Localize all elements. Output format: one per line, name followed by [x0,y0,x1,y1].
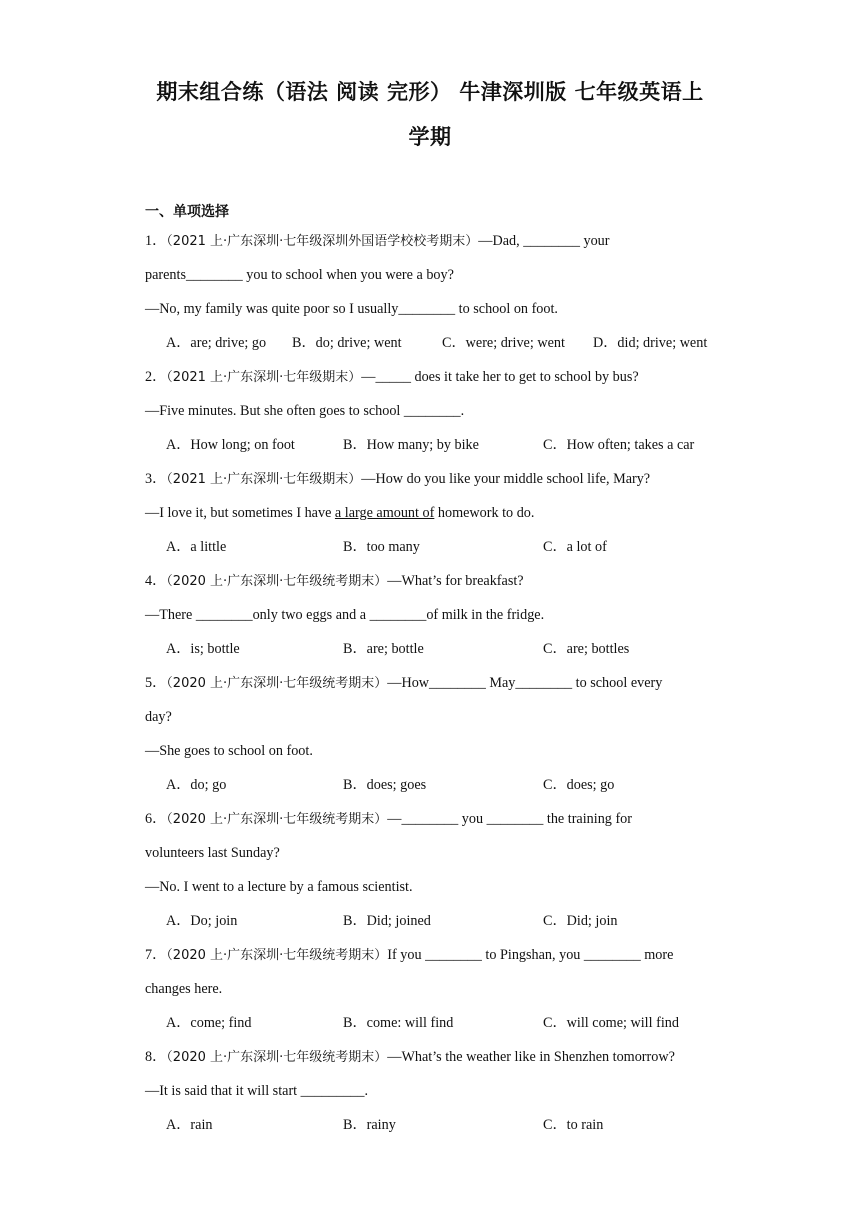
option-c[interactable]: C．a lot of [543,539,607,555]
question-3 [145,467,725,569]
option-b[interactable]: B．How many; by bike [343,437,479,453]
question-number: 7． [145,947,167,963]
option-c[interactable]: C．were; drive; went [442,335,565,351]
options-row [145,433,725,467]
option-c[interactable]: C．will come; will find [543,1015,679,1031]
option-a[interactable]: A．are; drive; go [166,335,267,351]
options-row [145,909,725,943]
option-b[interactable]: B．too many [343,539,420,555]
question-text: —What’s for breakfast? [387,573,524,589]
document-title-line-2: 学期 [408,125,452,149]
underlined-phrase: a large amount of [334,505,435,521]
question-source: （2020 上·广东深圳·七年级统考期末） [166,676,388,691]
option-c[interactable]: C．are; bottles [543,641,630,657]
option-b[interactable]: B．Did; joined [343,913,431,929]
question-text: —I love it, but sometimes I have [145,505,335,521]
options-row [145,331,725,365]
question-text-line [145,501,725,535]
options-row [145,535,725,569]
question-number: 8． [145,1049,167,1065]
question-text: —How________ May________ to school every [387,675,663,691]
options-row [145,773,725,807]
option-b[interactable]: B．are; bottle [343,641,424,657]
question-source: （2021 上·广东深圳·七年级深圳外国语学校校考期末） [166,234,479,249]
question-5 [145,671,725,807]
question-text-line: —Five minutes. But she often goes to school ________. [145,403,465,419]
question-text: —What’s the weather like in Shenzhen tomorrow? [387,1049,675,1065]
question-text: —Dad, ________ your [478,233,610,249]
question-7 [145,943,725,1045]
option-a[interactable]: A．is; bottle [166,641,240,657]
question-text: —________ you ________ the training for [387,811,632,827]
options-row [145,1011,725,1045]
question-source: （2020 上·广东深圳·七年级统考期末） [166,574,388,589]
options-row [145,637,725,671]
option-b[interactable]: B．does; goes [343,777,427,793]
question-6 [145,807,725,943]
option-c[interactable]: C．to rain [543,1117,604,1133]
question-text-line: —No, my family was quite poor so I usually________ to school on foot. [145,301,558,317]
question-text-line: —She goes to school on foot. [145,743,313,759]
question-text: homework to do. [434,505,535,521]
question-source: （2021 上·广东深圳·七年级期末） [166,472,362,487]
option-a[interactable]: A．do; go [166,777,227,793]
question-text-line: changes here. [145,981,223,997]
option-d[interactable]: D．did; drive; went [593,335,708,351]
section-heading: 一、单项选择 [145,204,229,220]
option-b[interactable]: B．come: will find [343,1015,454,1031]
question-text-line: day? [145,709,172,725]
question-number: 6． [145,811,167,827]
question-1 [145,229,725,365]
question-4 [145,569,725,671]
question-list [145,229,725,1147]
option-b[interactable]: B．do; drive; went [292,335,402,351]
question-text-line: parents________ you to school when you were a boy? [145,267,454,283]
option-a[interactable]: A．Do; join [166,913,238,929]
question-2 [145,365,725,467]
question-number: 2． [145,369,167,385]
question-number: 5． [145,675,167,691]
question-text-line: —No. I went to a lecture by a famous scientist. [145,879,413,895]
question-number: 4． [145,573,167,589]
question-number: 3． [145,471,167,487]
option-c[interactable]: C．Did; join [543,913,618,929]
question-8 [145,1045,725,1147]
option-a[interactable]: A．How long; on foot [166,437,295,453]
option-a[interactable]: A．come; find [166,1015,252,1031]
question-text-line: —It is said that it will start _________. [145,1083,369,1099]
question-text: —How do you like your middle school life, Mary? [361,471,651,487]
question-source: （2020 上·广东深圳·七年级统考期末） [166,948,388,963]
question-text-line: —There ________only two eggs and a ________of milk in the fridge. [145,607,545,623]
question-text-line: volunteers last Sunday? [145,845,280,861]
document-title-line-1: 期末组合练（语法 阅读 完形） 牛津深圳版 七年级英语上 [156,80,704,104]
option-a[interactable]: A．a little [166,539,227,555]
option-c[interactable]: C．How often; takes a car [543,437,695,453]
options-row [145,1113,725,1147]
question-number: 1． [145,233,167,249]
question-source: （2020 上·广东深圳·七年级统考期末） [166,812,388,827]
question-text: —_____ does it take her to get to school by bus? [361,369,639,385]
option-b[interactable]: B．rainy [343,1117,396,1133]
question-source: （2020 上·广东深圳·七年级统考期末） [166,1050,388,1065]
question-source: （2021 上·广东深圳·七年级期末） [166,370,362,385]
option-c[interactable]: C．does; go [543,777,615,793]
question-text: If you ________ to Pingshan, you ________ more [387,947,674,963]
option-a[interactable]: A．rain [166,1117,213,1133]
